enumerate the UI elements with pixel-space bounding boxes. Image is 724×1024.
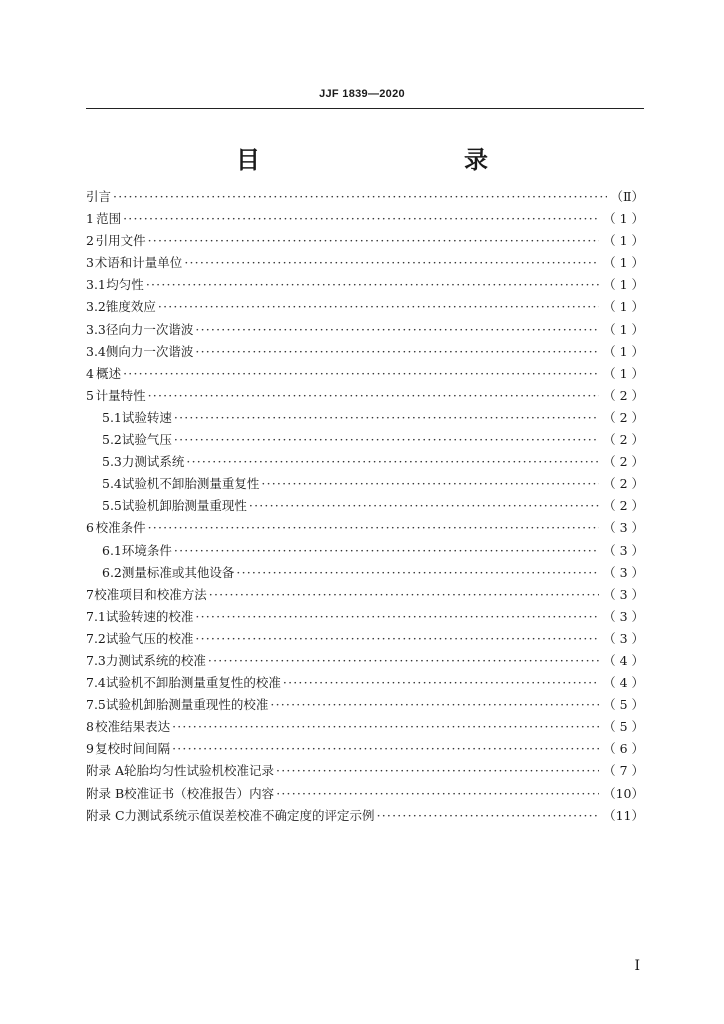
toc-entry-page: （ 3 ） — [603, 564, 644, 580]
toc-entry[interactable] — [86, 540, 644, 562]
toc-leader-dots — [186, 451, 599, 473]
toc-entry[interactable] — [86, 517, 644, 539]
toc-leader-dots — [270, 694, 599, 716]
toc-entry-label: 力测试系统示值误差校准不确定度的评定示例 — [124, 807, 375, 823]
toc-entry-label: 引言 — [86, 189, 112, 204]
toc-entry[interactable] — [86, 296, 644, 318]
toc-entry-label: 环境条件 — [121, 542, 172, 558]
toc-leader-dots — [123, 208, 599, 230]
toc-entry-page: （ 1 ） — [603, 277, 644, 293]
page-number: I — [634, 958, 640, 974]
toc-entry-number: 5.1 — [102, 409, 122, 425]
toc-entry-page: （ 2 ） — [603, 409, 644, 425]
toc-entry-number: 5.5 — [102, 498, 122, 514]
toc-entry-page: （ 2 ） — [603, 454, 644, 470]
toc-entry[interactable] — [86, 473, 644, 495]
toc-entry-number: 5.2 — [102, 432, 122, 448]
toc-entry-number: 7.3 — [86, 652, 106, 668]
toc-entry-label: 侧向力一次谐波 — [105, 343, 194, 359]
toc-entry-page: （ 3 ） — [603, 586, 644, 602]
toc-leader-dots — [174, 407, 599, 429]
toc-leader-dots — [174, 540, 599, 562]
toc-entry[interactable] — [86, 341, 644, 363]
toc-leader-dots — [148, 385, 600, 407]
toc-entry[interactable] — [86, 186, 644, 208]
toc-entry-label: 测量标准或其他设备 — [121, 564, 235, 580]
toc-entry-page: （ 2 ） — [603, 387, 644, 403]
toc-entry-page: （ 1 ） — [603, 299, 644, 315]
toc-entry-label: 校准条件 — [95, 520, 146, 536]
toc-entry-page: （ 1 ） — [603, 233, 644, 249]
toc-entry-label: 轮胎均匀性试验机校准记录 — [124, 763, 275, 779]
toc-leader-dots — [195, 628, 599, 650]
toc-entry-page: （11） — [603, 807, 644, 823]
toc-entry-label: 试验机不卸胎测量重复性的校准 — [105, 675, 281, 691]
toc-entry-label: 试验气压的校准 — [105, 630, 194, 646]
toc-entry-number: 5.4 — [102, 476, 122, 492]
toc-entry-page: （ 4 ） — [603, 652, 644, 668]
toc-entry-page: （ 7 ） — [603, 763, 644, 779]
toc-entry-number: 7 — [86, 586, 94, 602]
toc-entry-label: 力测试系统的校准 — [105, 652, 206, 668]
toc-entry[interactable] — [86, 606, 644, 628]
toc-entry-page: （ 3 ） — [603, 542, 644, 558]
toc-leader-dots — [174, 429, 599, 451]
toc-entry[interactable] — [86, 208, 644, 230]
toc-entry-number: 附录 C — [86, 807, 125, 823]
toc-leader-dots — [172, 716, 599, 738]
toc-leader-dots — [208, 650, 599, 672]
toc-leader-dots — [113, 186, 606, 208]
toc-entry-label: 校准结果表达 — [95, 719, 171, 735]
toc-entry-number: 3.4 — [86, 343, 106, 359]
toc-entry[interactable] — [86, 783, 644, 805]
toc-entry-number: 3.1 — [86, 277, 106, 293]
toc-leader-dots — [377, 805, 600, 827]
toc-entry-page: （ 1 ） — [603, 255, 644, 271]
toc-entry-label: 术语和计量单位 — [94, 255, 183, 271]
toc-entry[interactable] — [86, 274, 644, 296]
toc-entry-number: 5 — [86, 387, 94, 403]
toc-entry-page: （ 2 ） — [603, 476, 644, 492]
toc-leader-dots — [261, 473, 599, 495]
toc-entry-number: 3.3 — [86, 321, 106, 337]
toc-entry[interactable] — [86, 230, 644, 252]
toc-entry-number: 7.1 — [86, 608, 106, 624]
toc-entry-label: 试验转速的校准 — [105, 608, 194, 624]
toc-entry-number: 7.5 — [86, 697, 106, 713]
toc-leader-dots — [209, 584, 599, 606]
toc-entry[interactable] — [86, 363, 644, 385]
toc-entry-label: 试验转速 — [121, 409, 172, 425]
toc-entry[interactable] — [86, 805, 644, 827]
toc-entry[interactable] — [86, 584, 644, 606]
toc-entry-page: （ 5 ） — [603, 697, 644, 713]
toc-entry-number: 8 — [86, 719, 94, 735]
toc-entry[interactable] — [86, 407, 644, 429]
toc-entry-page: （ 2 ） — [603, 498, 644, 514]
toc-entry-page: （ 1 ） — [603, 343, 644, 359]
toc-leader-dots — [195, 319, 599, 341]
toc-entry-number: 6.2 — [102, 564, 122, 580]
toc-entry-number: 9 — [86, 741, 94, 757]
toc-entry-number: 附录 A — [86, 763, 125, 779]
toc-entry-label: 计量特性 — [95, 387, 146, 403]
toc-entry-number: 3 — [86, 255, 94, 271]
toc-entry-page: （ 1 ） — [603, 321, 644, 337]
toc-leader-dots — [283, 672, 599, 694]
toc-entry-page: （ 3 ） — [603, 630, 644, 646]
toc-leader-dots — [148, 517, 600, 539]
toc-entry-label: 均匀性 — [106, 277, 144, 293]
toc-entry-number: 2 — [86, 233, 94, 249]
toc-leader-dots — [249, 495, 599, 517]
toc-entry-number: 6 — [86, 520, 94, 536]
toc-entry[interactable] — [86, 694, 644, 716]
toc-entry-number: 1 — [86, 211, 94, 227]
toc-entry-page: （10） — [603, 785, 644, 801]
toc-entry-label: 锥度效应 — [105, 299, 156, 315]
toc-entry-page: （ 4 ） — [603, 675, 644, 691]
toc-entry-page: （ 1 ） — [603, 211, 644, 227]
page-title: 目 录 — [236, 146, 540, 174]
toc-entry-page: （ 1 ） — [603, 365, 644, 381]
toc-entry[interactable] — [86, 495, 644, 517]
toc-leader-dots — [195, 606, 599, 628]
toc-leader-dots — [184, 252, 599, 274]
toc-entry-page: （ 3 ） — [603, 520, 644, 536]
toc-entry[interactable] — [86, 385, 644, 407]
toc-entry[interactable] — [86, 672, 644, 694]
toc-leader-dots — [195, 341, 599, 363]
toc-entry-label: 引用文件 — [95, 233, 146, 249]
toc-entry-number: 7.2 — [86, 630, 106, 646]
toc-entry[interactable] — [86, 562, 644, 584]
toc-entry-page: （ 2 ） — [603, 432, 644, 448]
toc-leader-dots — [276, 783, 599, 805]
toc-entry-label: 复校时间间隔 — [95, 741, 171, 757]
toc-entry-label: 校准证书（校准报告）内容 — [124, 785, 275, 801]
toc-entry-number: 4 — [86, 365, 94, 381]
toc-entry[interactable] — [86, 738, 644, 760]
toc-entry[interactable] — [86, 716, 644, 738]
toc-entry[interactable] — [86, 252, 644, 274]
table-of-contents — [86, 186, 644, 827]
toc-entry-label: 径向力一次谐波 — [105, 321, 194, 337]
toc-entry-label: 试验气压 — [121, 432, 172, 448]
toc-entry[interactable] — [86, 319, 644, 341]
toc-entry-page: （Ⅱ） — [610, 189, 644, 204]
toc-leader-dots — [172, 738, 599, 760]
toc-leader-dots — [146, 274, 599, 296]
document-code-header: JJF 1839—2020 — [319, 88, 405, 100]
toc-leader-dots — [148, 230, 600, 252]
toc-leader-dots — [236, 562, 599, 584]
toc-entry-page: （ 5 ） — [603, 719, 644, 735]
toc-entry-number: 6.1 — [102, 542, 122, 558]
toc-entry[interactable] — [86, 760, 644, 782]
header-rule — [86, 108, 644, 109]
toc-entry-page: （ 3 ） — [603, 608, 644, 624]
toc-entry-number: 3.2 — [86, 299, 106, 315]
toc-entry-label: 力测试系统 — [121, 454, 185, 470]
toc-entry[interactable] — [86, 429, 644, 451]
toc-leader-dots — [158, 296, 599, 318]
toc-entry[interactable] — [86, 451, 644, 473]
toc-entry-page: （ 6 ） — [603, 741, 644, 757]
toc-entry-number: 5.3 — [102, 454, 122, 470]
toc-leader-dots — [276, 760, 599, 782]
toc-entry-label: 试验机不卸胎测量重复性 — [121, 476, 260, 492]
toc-entry-label: 试验机卸胎测量重现性的校准 — [105, 697, 269, 713]
toc-entry-number: 7.4 — [86, 675, 106, 691]
toc-entry-label: 试验机卸胎测量重现性 — [121, 498, 247, 514]
toc-entry[interactable] — [86, 650, 644, 672]
toc-leader-dots — [123, 363, 599, 385]
toc-entry-number: 附录 B — [86, 785, 125, 801]
toc-entry-label: 概述 — [96, 365, 122, 381]
toc-entry-label: 校准项目和校准方法 — [94, 586, 207, 602]
toc-entry[interactable] — [86, 628, 644, 650]
toc-entry-label: 范围 — [96, 211, 122, 227]
